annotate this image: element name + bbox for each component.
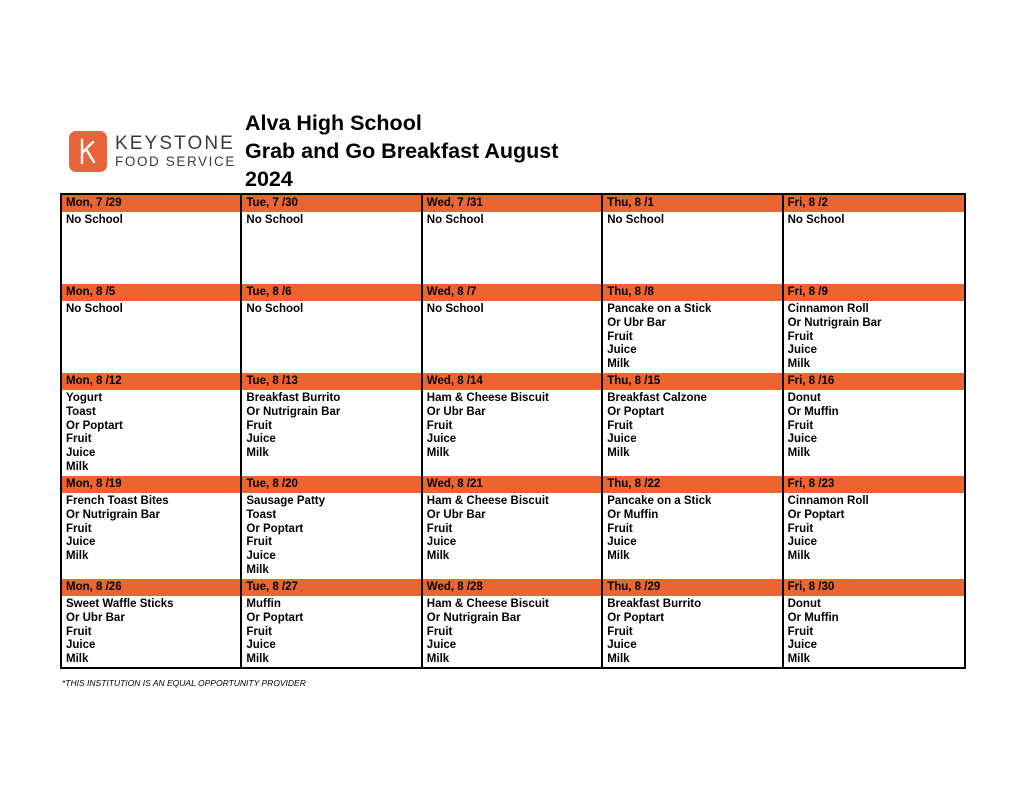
day-date-header: Mon, 8 /5 xyxy=(62,284,240,301)
menu-item: Juice xyxy=(246,639,276,652)
menu-item: Fruit xyxy=(246,625,272,638)
menu-item: Or Ubr Bar xyxy=(426,508,486,521)
menu-item: Ham & Cheese Biscuit xyxy=(426,598,549,610)
day-cell xyxy=(423,579,603,667)
menu-item: Yogurt xyxy=(66,392,103,404)
day-cell xyxy=(62,476,242,579)
day-menu xyxy=(784,301,964,373)
day-menu xyxy=(603,301,781,373)
menu-calendar xyxy=(60,193,966,669)
menu-item: Ham & Cheese Biscuit xyxy=(426,495,549,507)
day-date-header: Mon, 8 /19 xyxy=(62,476,240,493)
menu-item: Fruit xyxy=(607,625,633,638)
menu-item: Milk xyxy=(607,358,630,371)
week-row xyxy=(62,373,964,476)
menu-item: Milk xyxy=(426,653,450,666)
menu-item: Or Nutrigrain Bar xyxy=(66,508,160,521)
menu-item: Milk xyxy=(787,447,810,460)
week-row xyxy=(62,195,964,284)
day-cell xyxy=(603,476,783,579)
menu-item: Milk xyxy=(426,447,450,460)
day-cell xyxy=(423,476,603,579)
menu-item: Or Poptart xyxy=(607,611,665,624)
menu-item: No School xyxy=(246,303,304,315)
day-date-header: Fri, 8 /16 xyxy=(784,373,964,390)
menu-item: Milk xyxy=(426,550,450,563)
day-cell xyxy=(784,579,964,667)
week-row xyxy=(62,476,964,579)
menu-item: Fruit xyxy=(426,419,453,432)
day-cell xyxy=(423,373,603,476)
day-date-header: Mon, 8 /26 xyxy=(62,579,240,596)
menu-item: Or Ubr Bar xyxy=(426,405,486,418)
day-date-header: Tue, 8 /6 xyxy=(242,284,420,301)
day-date-header: Thu, 8 /15 xyxy=(603,373,781,390)
week-row xyxy=(62,284,964,373)
day-cell xyxy=(423,284,603,373)
day-menu xyxy=(242,493,420,579)
day-menu xyxy=(603,390,781,476)
menu-item: Milk xyxy=(66,653,89,666)
menu-item: Milk xyxy=(66,460,89,473)
menu-item: No School xyxy=(66,214,123,226)
menu-item: No School xyxy=(66,303,123,315)
menu-item: Muffin xyxy=(246,598,281,610)
day-menu xyxy=(242,390,420,476)
day-cell xyxy=(784,284,964,373)
menu-item: Fruit xyxy=(607,522,633,535)
day-date-header: Tue, 8 /27 xyxy=(242,579,420,596)
menu-item: Or Muffin xyxy=(787,405,839,418)
day-cell xyxy=(62,284,242,373)
day-date-header: Tue, 8 /20 xyxy=(242,476,420,493)
day-menu xyxy=(62,212,240,284)
day-menu xyxy=(784,493,964,579)
menu-item: No School xyxy=(246,214,304,226)
day-date-header: Wed, 7 /31 xyxy=(423,195,601,212)
menu-item: Juice xyxy=(66,536,96,549)
title-year: 2024 xyxy=(245,167,293,191)
menu-item: No School xyxy=(787,214,845,226)
menu-item: Milk xyxy=(66,550,89,563)
menu-item: Or Ubr Bar xyxy=(66,611,125,624)
menu-item: Fruit xyxy=(426,625,453,638)
menu-item: Pancake on a Stick xyxy=(607,303,712,315)
day-menu xyxy=(603,493,781,579)
day-date-header: Tue, 7 /30 xyxy=(242,195,420,212)
day-menu xyxy=(62,493,240,579)
day-date-header: Wed, 8 /28 xyxy=(423,579,601,596)
day-menu xyxy=(784,212,964,284)
menu-item: Breakfast Burrito xyxy=(607,598,702,610)
menu-item: Or Ubr Bar xyxy=(607,316,666,329)
day-menu xyxy=(423,212,601,284)
day-menu xyxy=(242,596,420,667)
day-menu xyxy=(62,301,240,373)
day-date-header: Wed, 8 /7 xyxy=(423,284,601,301)
menu-item: Juice xyxy=(426,536,457,549)
day-cell xyxy=(784,195,964,284)
menu-item: Fruit xyxy=(787,330,814,343)
menu-item: Donut xyxy=(787,392,821,404)
day-cell xyxy=(423,195,603,284)
menu-item: Fruit xyxy=(66,433,92,446)
day-cell xyxy=(603,373,783,476)
menu-item: Cinnamon Roll xyxy=(787,495,869,507)
menu-item: Pancake on a Stick xyxy=(607,495,712,507)
menu-item: Juice xyxy=(607,433,637,446)
day-cell xyxy=(784,476,964,579)
menu-item: Fruit xyxy=(246,419,272,432)
menu-item: Or Poptart xyxy=(607,405,665,418)
menu-item: Breakfast Calzone xyxy=(607,392,707,404)
title-menu-name: Grab and Go Breakfast August xyxy=(245,139,559,163)
day-cell xyxy=(242,476,422,579)
day-menu xyxy=(423,596,601,667)
day-menu xyxy=(603,212,781,284)
menu-item: Or Poptart xyxy=(66,419,123,432)
menu-item: Or Nutrigrain Bar xyxy=(426,611,521,624)
menu-item: Toast xyxy=(66,405,96,418)
menu-item: Milk xyxy=(246,563,269,576)
menu-item: Milk xyxy=(787,358,810,371)
day-cell xyxy=(603,195,783,284)
day-menu xyxy=(423,390,601,476)
menu-item: No School xyxy=(607,214,665,226)
day-cell xyxy=(603,579,783,667)
menu-item: French Toast Bites xyxy=(66,495,169,507)
menu-item: Or Muffin xyxy=(607,508,659,521)
day-menu xyxy=(603,596,781,667)
day-cell xyxy=(242,284,422,373)
menu-item: Fruit xyxy=(787,625,814,638)
menu-item: Donut xyxy=(787,598,821,610)
day-menu xyxy=(242,212,420,284)
menu-item: Sweet Waffle Sticks xyxy=(66,598,174,610)
menu-item: Milk xyxy=(787,653,810,666)
menu-item: Fruit xyxy=(787,419,814,432)
menu-item: Or Poptart xyxy=(246,611,304,624)
menu-item: Milk xyxy=(607,550,630,563)
logo-wordmark: KEYSTONE xyxy=(115,132,235,154)
menu-item: No School xyxy=(426,303,484,315)
day-menu xyxy=(242,301,420,373)
menu-item: Toast xyxy=(246,508,277,521)
day-date-header: Thu, 8 /29 xyxy=(603,579,781,596)
title-school: Alva High School xyxy=(245,111,422,135)
menu-item: Juice xyxy=(787,536,818,549)
day-cell xyxy=(62,195,242,284)
menu-item: Juice xyxy=(246,550,276,563)
day-date-header: Thu, 8 /8 xyxy=(603,284,781,301)
menu-item: Juice xyxy=(607,344,637,357)
keystone-logo xyxy=(69,129,239,173)
menu-item: Milk xyxy=(607,447,630,460)
menu-item: Milk xyxy=(246,447,269,460)
menu-item: Fruit xyxy=(246,536,272,549)
menu-item: Milk xyxy=(246,653,269,666)
week-row xyxy=(62,579,964,667)
day-date-header: Wed, 8 /14 xyxy=(423,373,601,390)
menu-item: Juice xyxy=(246,433,276,446)
day-menu xyxy=(784,390,964,476)
menu-item: Fruit xyxy=(787,522,814,535)
menu-item: Juice xyxy=(607,536,637,549)
day-cell xyxy=(603,284,783,373)
menu-item: Or Poptart xyxy=(246,522,304,535)
menu-item: Or Nutrigrain Bar xyxy=(246,405,341,418)
day-menu xyxy=(784,596,964,667)
keystone-k-icon xyxy=(69,131,107,172)
day-cell xyxy=(242,195,422,284)
logo-subtitle: FOOD SERVICE xyxy=(115,153,236,169)
menu-item: Fruit xyxy=(66,625,92,638)
day-date-header: Wed, 8 /21 xyxy=(423,476,601,493)
menu-item: Or Poptart xyxy=(787,508,845,521)
menu-item: No School xyxy=(426,214,484,226)
day-date-header: Mon, 7 /29 xyxy=(62,195,240,212)
menu-item: Juice xyxy=(787,344,818,357)
day-date-header: Fri, 8 /23 xyxy=(784,476,964,493)
menu-item: Sausage Patty xyxy=(246,495,326,507)
day-cell xyxy=(242,579,422,667)
menu-item: Juice xyxy=(787,433,818,446)
menu-item: Ham & Cheese Biscuit xyxy=(426,392,549,404)
menu-item: Juice xyxy=(607,639,637,652)
menu-item: Milk xyxy=(787,550,810,563)
day-date-header: Thu, 8 /22 xyxy=(603,476,781,493)
day-cell xyxy=(242,373,422,476)
menu-item: Or Muffin xyxy=(787,611,839,624)
menu-item: Juice xyxy=(66,447,96,460)
day-date-header: Thu, 8 /1 xyxy=(603,195,781,212)
menu-item: Juice xyxy=(66,639,96,652)
menu-item: Breakfast Burrito xyxy=(246,392,341,404)
equal-opportunity-footnote: *THIS INSTITUTION IS AN EQUAL OPPORTUNITY PROVIDER xyxy=(62,678,306,688)
page-title xyxy=(245,109,558,193)
menu-item: Juice xyxy=(787,639,818,652)
day-menu xyxy=(62,596,240,667)
menu-item: Fruit xyxy=(607,330,633,343)
menu-item: Cinnamon Roll xyxy=(787,303,869,315)
day-cell xyxy=(784,373,964,476)
day-date-header: Fri, 8 /2 xyxy=(784,195,964,212)
day-date-header: Mon, 8 /12 xyxy=(62,373,240,390)
menu-item: Or Nutrigrain Bar xyxy=(787,316,882,329)
menu-item: Fruit xyxy=(426,522,453,535)
day-menu xyxy=(62,390,240,476)
menu-item: Juice xyxy=(426,639,457,652)
menu-item: Juice xyxy=(426,433,457,446)
day-cell xyxy=(62,579,242,667)
day-menu xyxy=(423,301,601,373)
day-cell xyxy=(62,373,242,476)
day-date-header: Fri, 8 /9 xyxy=(784,284,964,301)
menu-item: Milk xyxy=(607,653,630,666)
menu-item: Fruit xyxy=(66,522,92,535)
day-date-header: Tue, 8 /13 xyxy=(242,373,420,390)
menu-item: Fruit xyxy=(607,419,633,432)
day-date-header: Fri, 8 /30 xyxy=(784,579,964,596)
day-menu xyxy=(423,493,601,579)
